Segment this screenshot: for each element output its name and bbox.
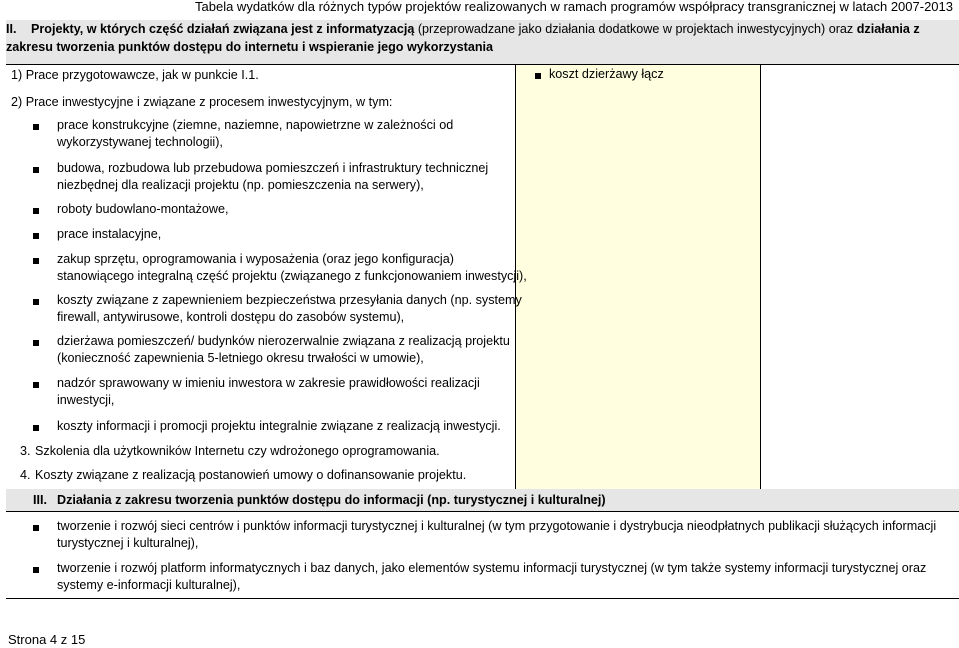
bullet-line: niezbędnej dla realizacji projektu (np. pomieszczenia na serwery),: [57, 178, 424, 192]
section-2-title-line2: zakresu tworzenia punktów dostępu do internetu i wspieranie jego wykorzystania: [6, 40, 494, 54]
section-2-number: II.: [6, 22, 17, 36]
bullet-line: roboty budowlano-montażowe,: [57, 202, 229, 216]
bullet-line: budowa, rozbudowa lub przebudowa pomieszczeń i infrastruktury technicznej: [57, 161, 489, 175]
bullet-icon: [33, 525, 39, 531]
item-4-number: 4.: [20, 468, 31, 482]
right-column-cell: [516, 64, 760, 489]
bullet-line: dzierżawa pomieszczeń/ budynków nierozerwalnie związana z realizacją projektu: [57, 334, 510, 348]
divider-line: [6, 511, 959, 512]
section-2-title-bold: Projekty, w których część działań związana jest z informatyzacją: [31, 22, 415, 36]
right-bullet-text: koszt dzierżawy łącz: [549, 67, 664, 81]
bullet-line: (konieczność zapewnienia 5-letniego okresu trwałości w umowie),: [57, 351, 424, 365]
bullet-icon: [33, 299, 39, 305]
bullet-icon: [33, 258, 39, 264]
bullet-icon: [33, 340, 39, 346]
bullet-icon: [33, 382, 39, 388]
item-3-text: Szkolenia dla użytkowników Internetu czy wdrożonego oprogramowania.: [35, 444, 440, 458]
section-2-heading: [6, 20, 951, 56]
bullet-icon: [535, 73, 541, 79]
bullet-line: koszty informacji i promocji projektu integralnie związane z realizacją inwestycji.: [57, 419, 501, 433]
section-3-title: Działania z zakresu tworzenia punktów dostępu do informacji (np. turystycznej i kulturalnej): [57, 493, 606, 507]
bullet-icon: [33, 208, 39, 214]
bullet-line: inwestycji,: [57, 393, 115, 407]
item-4-text: Koszty związane z realizacją postanowień umowy o dofinansowanie projektu.: [35, 468, 467, 482]
bullet-icon: [33, 425, 39, 431]
divider-line: [6, 598, 959, 599]
document-header-title: Tabela wydatków dla różnych typów projektów realizowanych w ramach programów współpracy transgranicznej w latach 2007-2013: [195, 0, 953, 14]
bullet-line: zakup sprzętu, oprogramowania i wyposażenia (oraz jego konfiguracja): [57, 252, 454, 266]
bullet-icon: [33, 124, 39, 130]
column-divider: [760, 64, 761, 489]
divider-line: [6, 64, 959, 65]
bullet-line: prace instalacyjne,: [57, 227, 162, 241]
bullet-line: stanowiącego integralną część projektu (związanego z funkcjonowaniem inwestycji),: [57, 269, 527, 283]
item-3-number: 3.: [20, 444, 31, 458]
bullet-icon: [33, 567, 39, 573]
bullet-line: firewall, antywirusowe, kontroli dostępu do zasobów systemu),: [57, 310, 405, 324]
bullet-line: prace konstrukcyjne (ziemne, naziemne, napowietrzne w zależności od: [57, 118, 454, 132]
section-3-bullet-line: tworzenie i rozwój sieci centrów i punktów informacji turystycznej i kulturalnej (w tym przygotowanie i dystrybucja nieodpłatnych publikacji służących informacji: [57, 519, 937, 533]
bullet-icon: [33, 167, 39, 173]
bullet-line: koszty związane z zapewnieniem bezpieczeństwa przesyłania danych (np. systemy: [57, 293, 522, 307]
item-2-text: 2) Prace inwestycyjne i związane z procesem inwestycyjnym, w tym:: [11, 95, 393, 109]
page-number: Strona 4 z 15: [8, 632, 86, 647]
bullet-line: nadzór sprawowany w imieniu inwestora w zakresie prawidłowości realizacji: [57, 376, 480, 390]
section-3-bullet-line: turystycznej i kulturalnej),: [57, 536, 199, 550]
item-1-text: 1) Prace przygotowawcze, jak w punkcie I.1.: [11, 68, 259, 82]
section-2-title-bold-2: działania z: [856, 22, 920, 36]
section-3-number: III.: [33, 493, 47, 507]
section-3-bullet-line: tworzenie i rozwój platform informatycznych i baz danych, jako elementów systemu informacji turystycznej (w tym także systemy informacji turystycznej oraz: [57, 561, 927, 575]
bullet-line: wykorzystywanej technologii),: [57, 135, 223, 149]
section-3-bullet-line: systemy e-informacji kulturalnej),: [57, 578, 241, 592]
bullet-icon: [33, 233, 39, 239]
section-2-title-normal: (przeprowadzane jako działania dodatkowe w projektach inwestycyjnych) oraz: [414, 22, 857, 36]
